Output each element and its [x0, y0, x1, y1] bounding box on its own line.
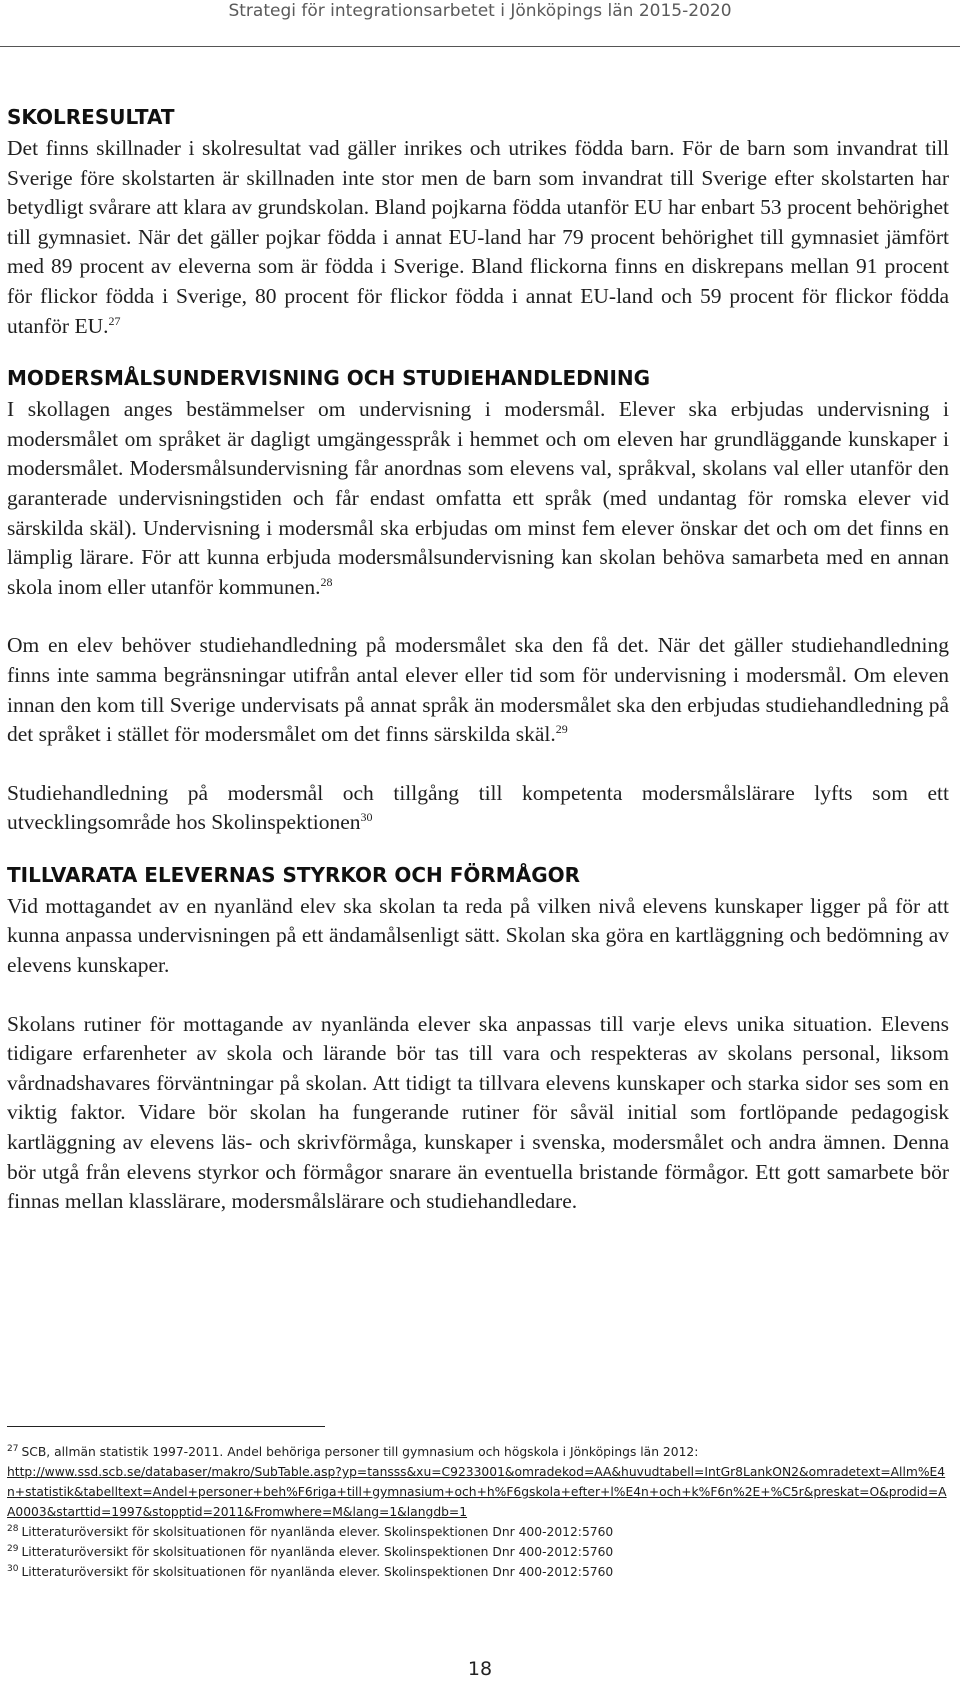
running-header-title: Strategi för integrationsarbetet i Jönköpings län 2015-2020	[228, 1, 732, 21]
heading-modersmal: MODERSMÅLSUNDERVISNING OCH STUDIEHANDLEDNING	[7, 366, 651, 391]
footnote-number: 28	[7, 1523, 19, 1534]
heading-tillvarata: TILLVARATA ELEVERNAS STYRKOR OCH FÖRMÅGOR	[7, 862, 581, 887]
paragraph-modersmal-1	[7, 395, 949, 602]
footnote-30	[7, 1562, 949, 1582]
paragraph-text: Studiehandledning på modersmål och tillgång till kompetenta modersmålslärare lyfts som ett utvecklingsområde hos Skolinspektionen	[7, 780, 949, 835]
footnote-ref-29[interactable]: 29	[555, 721, 568, 736]
footnote-text: Litteraturöversikt för skolsituationen för nyanlända elever. Skolinspektionen Dnr 400-2012:5760	[21, 1525, 614, 1539]
page-content	[7, 104, 949, 1217]
paragraph-text: I skollagen anges bestämmelser om undervisning i modersmål. Elever ska erbjudas undervisning i modersmålet om språket är dagligt umgängesspråk i hemmet och om eleven har grundläggande kunskaper i modersmålet. Modersmålsundervisning får anordnas som elevens val, språkval, skolans val eller utanför den garanterade undervisningstiden och får endast omfatta ett språk (med undantag för romska elever vid särskilda skäl). Undervisning i modersmål ska erbjudas om minst fem elever önskar det och om det finns en lämplig lärare. För att kunna erbjuda modersmålsundervisning kan skolan behöva samarbeta med en annan skola inom eller utanför kommunen.	[7, 397, 949, 599]
footnote-divider	[7, 1426, 325, 1427]
footnote-number: 30	[7, 1563, 19, 1574]
paragraph-text: Det finns skillnader i skolresultat vad gäller inrikes och utrikes födda barn. För de barn som invandrat till Sverige före skolstarten är skillnaden inte stor men de barn som invandrat till Sverige efter skolstarten har betydligt svårare att klara av grundskolan. Bland pojkarna födda utanför EU har enbart 53 procent behörighet till gymnasiet. När det gäller pojkar födda i annat EU-land har 79 procent behörighet till gymnasiet jämfört med 89 procent av eleverna som är födda i Sverige. Bland flickorna finns en diskrepans mellan 91 procent för flickor födda i Sverige, 80 procent för flickor födda i annat EU-land och 59 procent för flickor födda utanför EU.	[7, 136, 949, 338]
footnote-ref-28[interactable]: 28	[320, 574, 333, 589]
running-header	[0, 0, 960, 47]
footnote-link-scb[interactable]: http://www.ssd.scb.se/databaser/makro/SubTable.asp?yp=tansss&xu=C9233001&omradekod=AA&huvudtabell=IntGr8LankON2&omradetext=Allm%E4n+statistik&tabelltext=Andel+personer+beh%F6riga+till+gymnasium+och+h%F6gskola+efter+l%E4n+och+k%F6n%2E+%C5r&preskat=O&prodid=AA0003&starttid=1997&stopptid=2011&Fromwhere=M&lang=1&langdb=1	[7, 1465, 947, 1519]
footnote-number: 29	[7, 1543, 19, 1554]
footnote-number: 27	[7, 1443, 19, 1454]
footnote-text: Litteraturöversikt för skolsituationen för nyanlända elever. Skolinspektionen Dnr 400-2012:5760	[21, 1545, 614, 1559]
footnote-text: SCB, allmän statistik 1997-2011. Andel behöriga personer till gymnasium och högskola i Jönköpings län 2012:	[21, 1445, 699, 1459]
page-number: 18	[467, 1658, 493, 1680]
footnote-28	[7, 1522, 949, 1542]
paragraph-modersmal-2	[7, 631, 949, 749]
footnote-text: Litteraturöversikt för skolsituationen för nyanlända elever. Skolinspektionen Dnr 400-2012:5760	[21, 1565, 614, 1579]
footnotes	[7, 1442, 949, 1582]
paragraph-tillvarata-2: Skolans rutiner för mottagande av nyanlända elever ska anpassas till varje elevs unika situation. Elevens tidigare erfarenheter av skola och lärande bör tas till vara och respekteras av skolans personal, liksom vårdnadshavares förväntningar på skolan. Att tidigt ta tillvara elevens kunskaper och starka sidor ses som en viktig faktor. Vidare bör skolan ha fungerande rutiner för såväl initial som fortlöpande pedagogisk kartläggning av elevens läs- och skrivförmåga, kunskaper i svenska, modersmålet och andra ämnen. Denna bör utgå från elevens styrkor och förmågor snarare än eventuella bristande förmågor. Ett gott samarbete bör finnas mellan klasslärare, modersmålslärare och studiehandledare.	[7, 1011, 949, 1214]
footnote-ref-30[interactable]: 30	[360, 810, 373, 825]
footnote-27	[7, 1442, 949, 1522]
paragraph-modersmal-3	[7, 779, 949, 838]
heading-skolresultat: SKOLRESULTAT	[7, 105, 175, 129]
footnote-29	[7, 1542, 949, 1562]
paragraph-tillvarata-1: Vid mottagandet av en nyanländ elev ska skolan ta reda på vilken nivå elevens kunskaper ligger på för att kunna anpassa undervisningen på ett ändamålsenligt sätt. Skolan ska göra en kartläggning och bedömning av elevens kunskaper.	[7, 893, 949, 978]
paragraph-text: Om en elev behöver studiehandledning på modersmålet ska den få det. När det gäller studiehandledning finns inte samma begränsningar utifrån antal elever eller tid som för undervisning i modersmål. Om eleven innan den kom till Sverige undervisats på annat språk än modersmålet ska den erbjudas studiehandledning på det språket i stället för modersmålet om det finns särskilda skäl.	[7, 633, 949, 747]
paragraph-skolresultat	[7, 134, 949, 341]
footnote-ref-27[interactable]: 27	[108, 313, 121, 328]
